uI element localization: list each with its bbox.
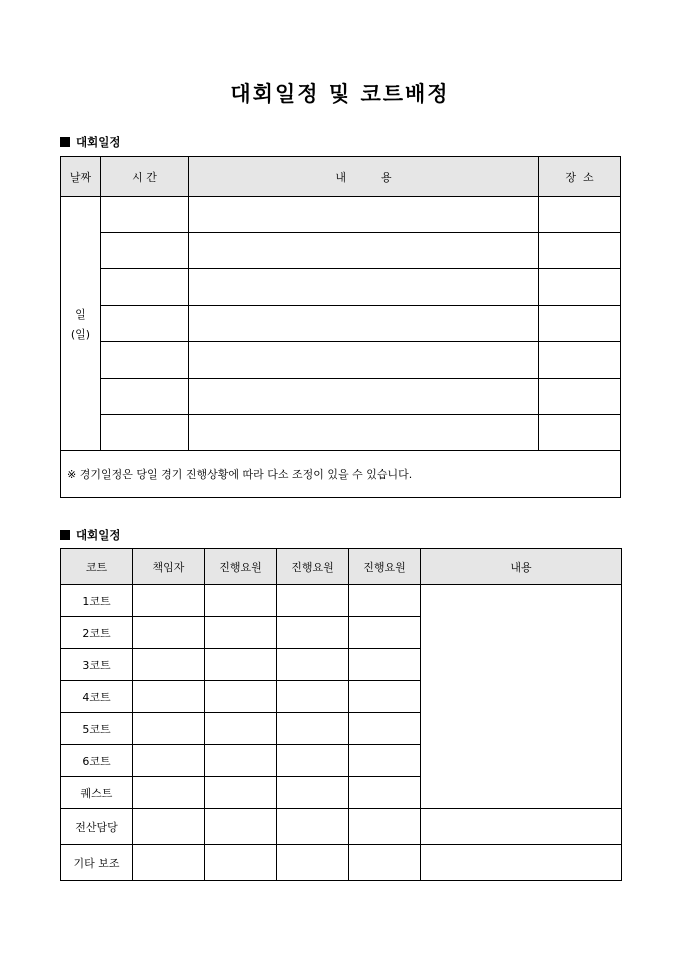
- court-label: 6코트: [61, 745, 133, 777]
- content-cell[interactable]: [189, 269, 539, 306]
- page-title: 대회일정 및 코트배정: [230, 81, 450, 106]
- manager-cell[interactable]: [133, 777, 205, 809]
- content-cell[interactable]: [189, 379, 539, 415]
- time-cell[interactable]: [101, 197, 189, 233]
- role-label: 전산담당: [61, 809, 133, 845]
- content-cell[interactable]: [421, 845, 622, 881]
- staff-cell[interactable]: [349, 649, 421, 681]
- staff-cell[interactable]: [349, 845, 421, 881]
- header-date: 날짜: [61, 157, 101, 197]
- section-heading-courts: 대회일정: [60, 527, 120, 543]
- staff-cell[interactable]: [205, 585, 277, 617]
- manager-cell[interactable]: [133, 845, 205, 881]
- staff-cell[interactable]: [277, 585, 349, 617]
- staff-cell[interactable]: [349, 585, 421, 617]
- time-cell[interactable]: [101, 415, 189, 451]
- header-staff-1: 진행요원: [205, 549, 277, 585]
- place-cell[interactable]: [539, 379, 621, 415]
- staff-cell[interactable]: [349, 713, 421, 745]
- time-cell[interactable]: [101, 306, 189, 342]
- content-cell[interactable]: [189, 197, 539, 233]
- schedule-note: ※ 경기일정은 당일 경기 진행상황에 따라 다소 조정이 있을 수 있습니다.: [61, 451, 621, 498]
- court-label: 4코트: [61, 681, 133, 713]
- staff-cell[interactable]: [277, 745, 349, 777]
- content-cell[interactable]: [421, 809, 622, 845]
- role-label: 기타 보조: [61, 845, 133, 881]
- date-cell[interactable]: [61, 197, 101, 451]
- court-label: 5코트: [61, 713, 133, 745]
- staff-cell[interactable]: [349, 809, 421, 845]
- date-day: 일: [75, 307, 86, 321]
- place-cell[interactable]: [539, 197, 621, 233]
- staff-cell[interactable]: [277, 777, 349, 809]
- staff-cell[interactable]: [349, 745, 421, 777]
- section-heading-schedule: 대회일정: [60, 134, 120, 150]
- content-cell[interactable]: [189, 415, 539, 451]
- place-cell[interactable]: [539, 269, 621, 306]
- staff-cell[interactable]: [277, 681, 349, 713]
- staff-cell[interactable]: [205, 681, 277, 713]
- content-cell-merged[interactable]: [421, 585, 622, 809]
- date-weekday: (일): [70, 327, 91, 341]
- staff-cell[interactable]: [277, 809, 349, 845]
- place-cell[interactable]: [539, 233, 621, 269]
- time-cell[interactable]: [101, 269, 189, 306]
- header-court: 코트: [61, 549, 133, 585]
- place-cell[interactable]: [539, 342, 621, 379]
- staff-cell[interactable]: [205, 713, 277, 745]
- header-content: 내 용: [189, 157, 539, 197]
- staff-cell[interactable]: [205, 649, 277, 681]
- staff-cell[interactable]: [277, 649, 349, 681]
- staff-cell[interactable]: [277, 617, 349, 649]
- staff-cell[interactable]: [205, 845, 277, 881]
- header-time: 시 간: [101, 157, 189, 197]
- staff-cell[interactable]: [205, 617, 277, 649]
- place-cell[interactable]: [539, 306, 621, 342]
- court-label: 퀘스트: [61, 777, 133, 809]
- manager-cell[interactable]: [133, 681, 205, 713]
- manager-cell[interactable]: [133, 809, 205, 845]
- court-label: 2코트: [61, 617, 133, 649]
- header-staff-2: 진행요원: [277, 549, 349, 585]
- manager-cell[interactable]: [133, 617, 205, 649]
- staff-cell[interactable]: [205, 745, 277, 777]
- court-label: 3코트: [61, 649, 133, 681]
- content-cell[interactable]: [189, 342, 539, 379]
- header-content: 내용: [421, 549, 622, 585]
- staff-cell[interactable]: [277, 713, 349, 745]
- court-assignment-table: [60, 548, 622, 881]
- time-cell[interactable]: [101, 233, 189, 269]
- header-place: 장 소: [539, 157, 621, 197]
- manager-cell[interactable]: [133, 585, 205, 617]
- staff-cell[interactable]: [349, 617, 421, 649]
- square-bullet-icon: [60, 530, 70, 540]
- staff-cell[interactable]: [205, 809, 277, 845]
- manager-cell[interactable]: [133, 649, 205, 681]
- manager-cell[interactable]: [133, 745, 205, 777]
- content-cell[interactable]: [189, 306, 539, 342]
- manager-cell[interactable]: [133, 713, 205, 745]
- content-cell[interactable]: [189, 233, 539, 269]
- staff-cell[interactable]: [349, 681, 421, 713]
- header-manager: 책임자: [133, 549, 205, 585]
- header-staff-3: 진행요원: [349, 549, 421, 585]
- square-bullet-icon: [60, 137, 70, 147]
- place-cell[interactable]: [539, 415, 621, 451]
- schedule-table: [60, 156, 621, 498]
- court-label: 1코트: [61, 585, 133, 617]
- staff-cell[interactable]: [277, 845, 349, 881]
- time-cell[interactable]: [101, 342, 189, 379]
- staff-cell[interactable]: [205, 777, 277, 809]
- staff-cell[interactable]: [349, 777, 421, 809]
- time-cell[interactable]: [101, 379, 189, 415]
